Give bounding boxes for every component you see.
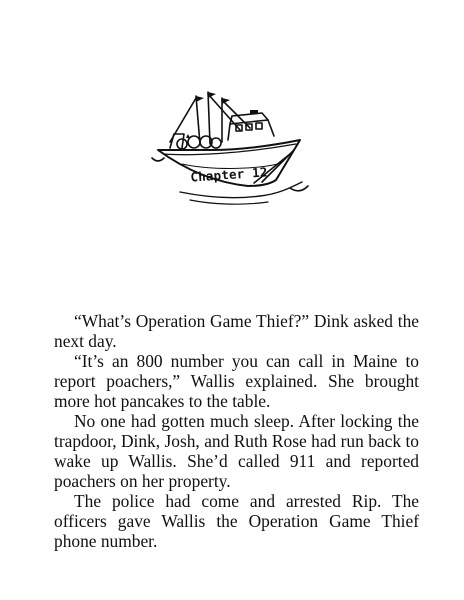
paragraph: The police had come and arrested Rip. The officers gave Wallis the Operation Game Thief phone number. — [54, 491, 419, 551]
paragraph: “It’s an 800 number you can call in Maine to report poachers,” Wallis explained. She brought more hot pancakes to the table. — [54, 351, 419, 411]
chapter-heading: Chapter 12 — [189, 164, 269, 185]
paragraph: No one had gotten much sleep. After locking the trapdoor, Dink, Josh, and Ruth Rose had run back to wake up Wallis. She’d called 911 and reported poachers on her property. — [54, 411, 419, 491]
body-text — [54, 311, 419, 551]
paragraph: “What’s Operation Game Thief?” Dink asked the next day. — [54, 311, 419, 351]
fishing-boat-illustration — [150, 84, 310, 214]
